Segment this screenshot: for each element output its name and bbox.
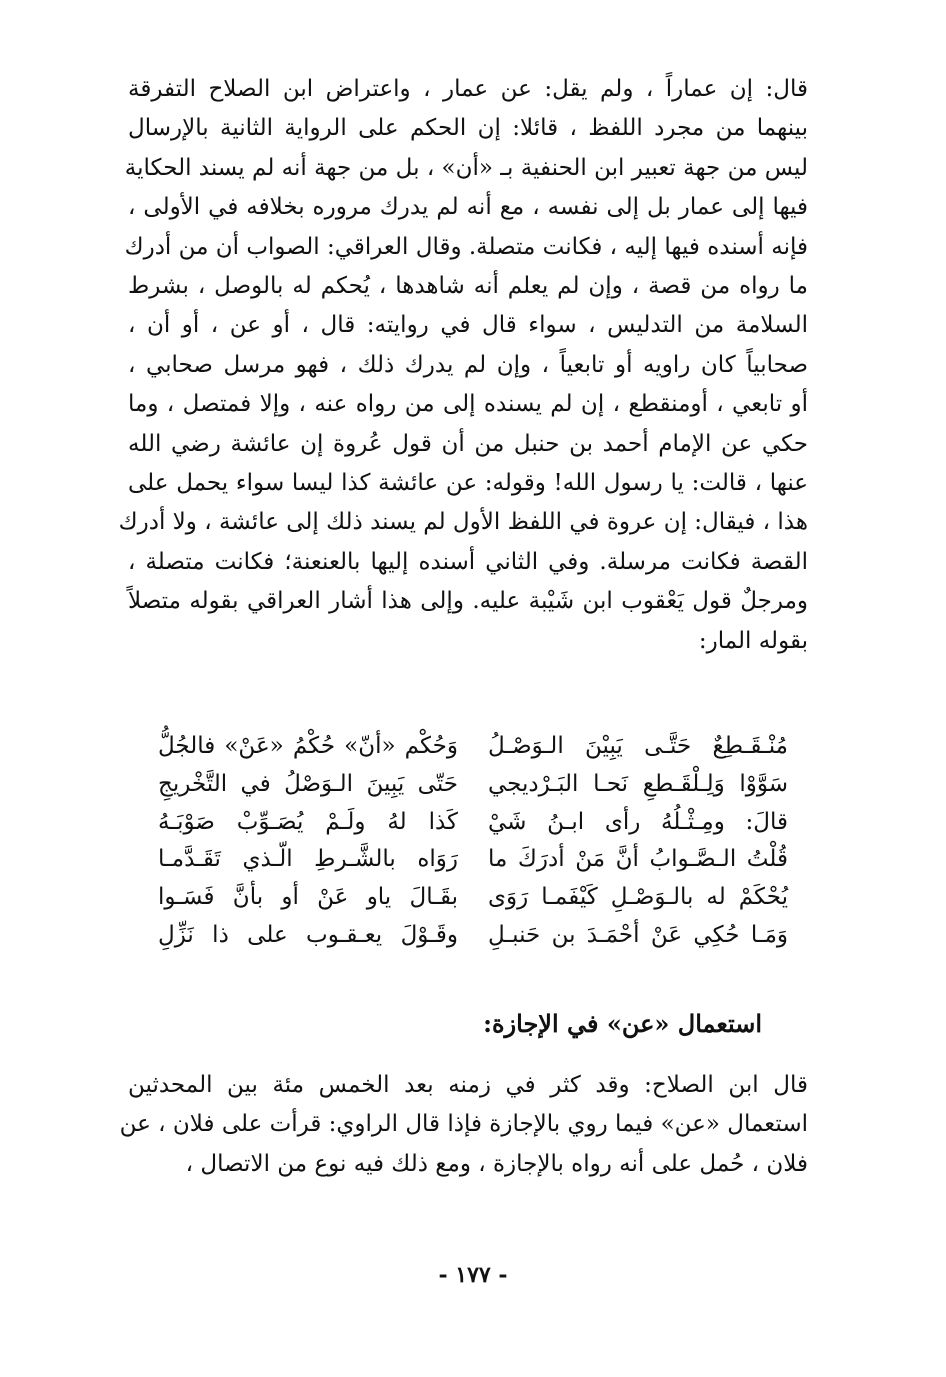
verse-block xyxy=(158,728,788,955)
text-line: ما رواه من قصة ، وإن لم يعلم أنه شاهدها ، يُحكم له بالوصل ، بشرط xyxy=(128,273,808,300)
paragraph-2 xyxy=(119,1066,808,1184)
verse-line xyxy=(158,879,788,917)
text-line: صحابياً كان راويه أو تابعياً ، وإن لم يدرك ذلك ، فهو مرسل صحابي ، xyxy=(128,351,808,378)
verse-first-hemistich: قالَ: ومِـثْـلُهُ رأى ابـنُ شَيْ xyxy=(488,808,788,835)
verse-second-hemistich: وَحُكْم «أنّ» حُكْمُ «عَنْ» فالجُلُّ xyxy=(158,733,458,759)
verse-first-hemistich: قُلْتُ الـصَّـوابُ أنَّ مَنْ أدرَكَ ما xyxy=(488,846,788,873)
text-line: قال ابن الصلاح: وقد كثر في زمنه بعد الخمس مئة بين المحدثين xyxy=(128,1072,808,1098)
text-line: عنها ، قالت: يا رسول الله! وقوله: عن عائشة كذا ليسا سواء يحمل على xyxy=(128,470,808,497)
paragraph-1 xyxy=(118,70,808,661)
verse-second-hemistich: بقَـالَ ياو عَنْ أو بأنَّ فَسَـوا xyxy=(158,884,458,911)
text-line: حكي عن الإمام أحمد بن حنبل من أن قول عُروة إن عائشة رضي الله xyxy=(128,430,808,457)
text-line: هذا ، فيقال: إن عروة في اللفظ الأول لم يسند ذلك إلى عائشة ، ولا أدرك xyxy=(118,509,808,536)
text-line: بينهما من مجرد اللفظ ، قائلا: إن الحكم على الرواية الثانية بالإرسال xyxy=(128,115,808,142)
verse-first-hemistich: يُحْكَمْ له بالـوَصْـلِ كَيْفَمـا رَوَى xyxy=(488,884,788,911)
text-line: القصة فكانت مرسلة. وفي الثاني أسنده إليها بالعنعنة؛ فكانت متصلة ، xyxy=(128,548,808,575)
verse-second-hemistich: حَتّى يَبِينَ الـوَصْلُ في التَّخْريجِ xyxy=(158,770,458,797)
verse-first-hemistich: وَمَـا حُكِي عَنْ أحْمَـدَ بن حَنبـلِ xyxy=(488,921,788,948)
section-heading: استعمال «عن» في الإجازة: xyxy=(483,1009,762,1038)
page-number: - ١٧٧ - xyxy=(438,1262,508,1288)
text-line: ليس من جهة تعبير ابن الحنفية بـ «أن» ، بل من جهة أنه لم يسند الحكاية xyxy=(124,154,808,181)
text-line: أو تابعي ، أومنقطع ، إن لم يسنده إلى من رواه عنه ، وإلا فمتصل ، وما xyxy=(128,391,808,418)
verse-second-hemistich: رَوَاه بالشَّـرطِ الّـذي تَقَـدَّمـا xyxy=(158,846,458,873)
text-line: فيها إلى عمار بل إلى نفسه ، مع أنه لم يدرك مروره بخلافه في الأولى ، xyxy=(128,194,808,221)
text-line: استعمال «عن» فيما روي بالإجازة فإذا قال الراوي: قرأت على فلان ، عن xyxy=(119,1111,808,1138)
verse-line xyxy=(158,804,788,842)
text-line: السلامة من التدليس ، سواء قال في روايته: قال ، أو عن ، أو أن ، xyxy=(128,312,808,339)
verse-second-hemistich: كَذا لهُ ولَـمْ يُصَـوِّبْ صَوْبَـهُ xyxy=(158,808,458,835)
verse-first-hemistich: سَوَّوْا وَلِـلْقَـطعِ نَحـا البَـرْديجي xyxy=(488,770,788,797)
text-line: ومرجلٌ قول يَعْقوب ابن شَيْبة عليه. وإلى هذا أشار العراقي بقوله متصلاً xyxy=(128,588,808,615)
text-line: بقوله المار: xyxy=(698,627,808,654)
text-line: فلان ، حُمل على أنه رواه بالإجازة ، ومع ذلك فيه نوع من الاتصال ، xyxy=(185,1150,808,1177)
verse-first-hemistich: مُنْـقَـطِعٌ حَتَّـى يَبِيْنَ الـوَصْـلُ xyxy=(488,733,788,759)
verse-line xyxy=(158,728,788,766)
text-line: فإنه أسنده فيها إليه ، فكانت متصلة. وقال العراقي: الصواب أن من أدرك xyxy=(124,233,808,260)
verse-line xyxy=(158,766,788,804)
verse-line xyxy=(158,841,788,879)
text-line: قال: إن عماراً ، ولم يقل: عن عمار ، واعتراض ابن الصلاح التفرقة xyxy=(128,76,808,102)
verse-line xyxy=(158,917,788,955)
verse-second-hemistich: وقَـوْلَ يعـقـوب على ذا نَزِّلِ xyxy=(158,921,458,948)
